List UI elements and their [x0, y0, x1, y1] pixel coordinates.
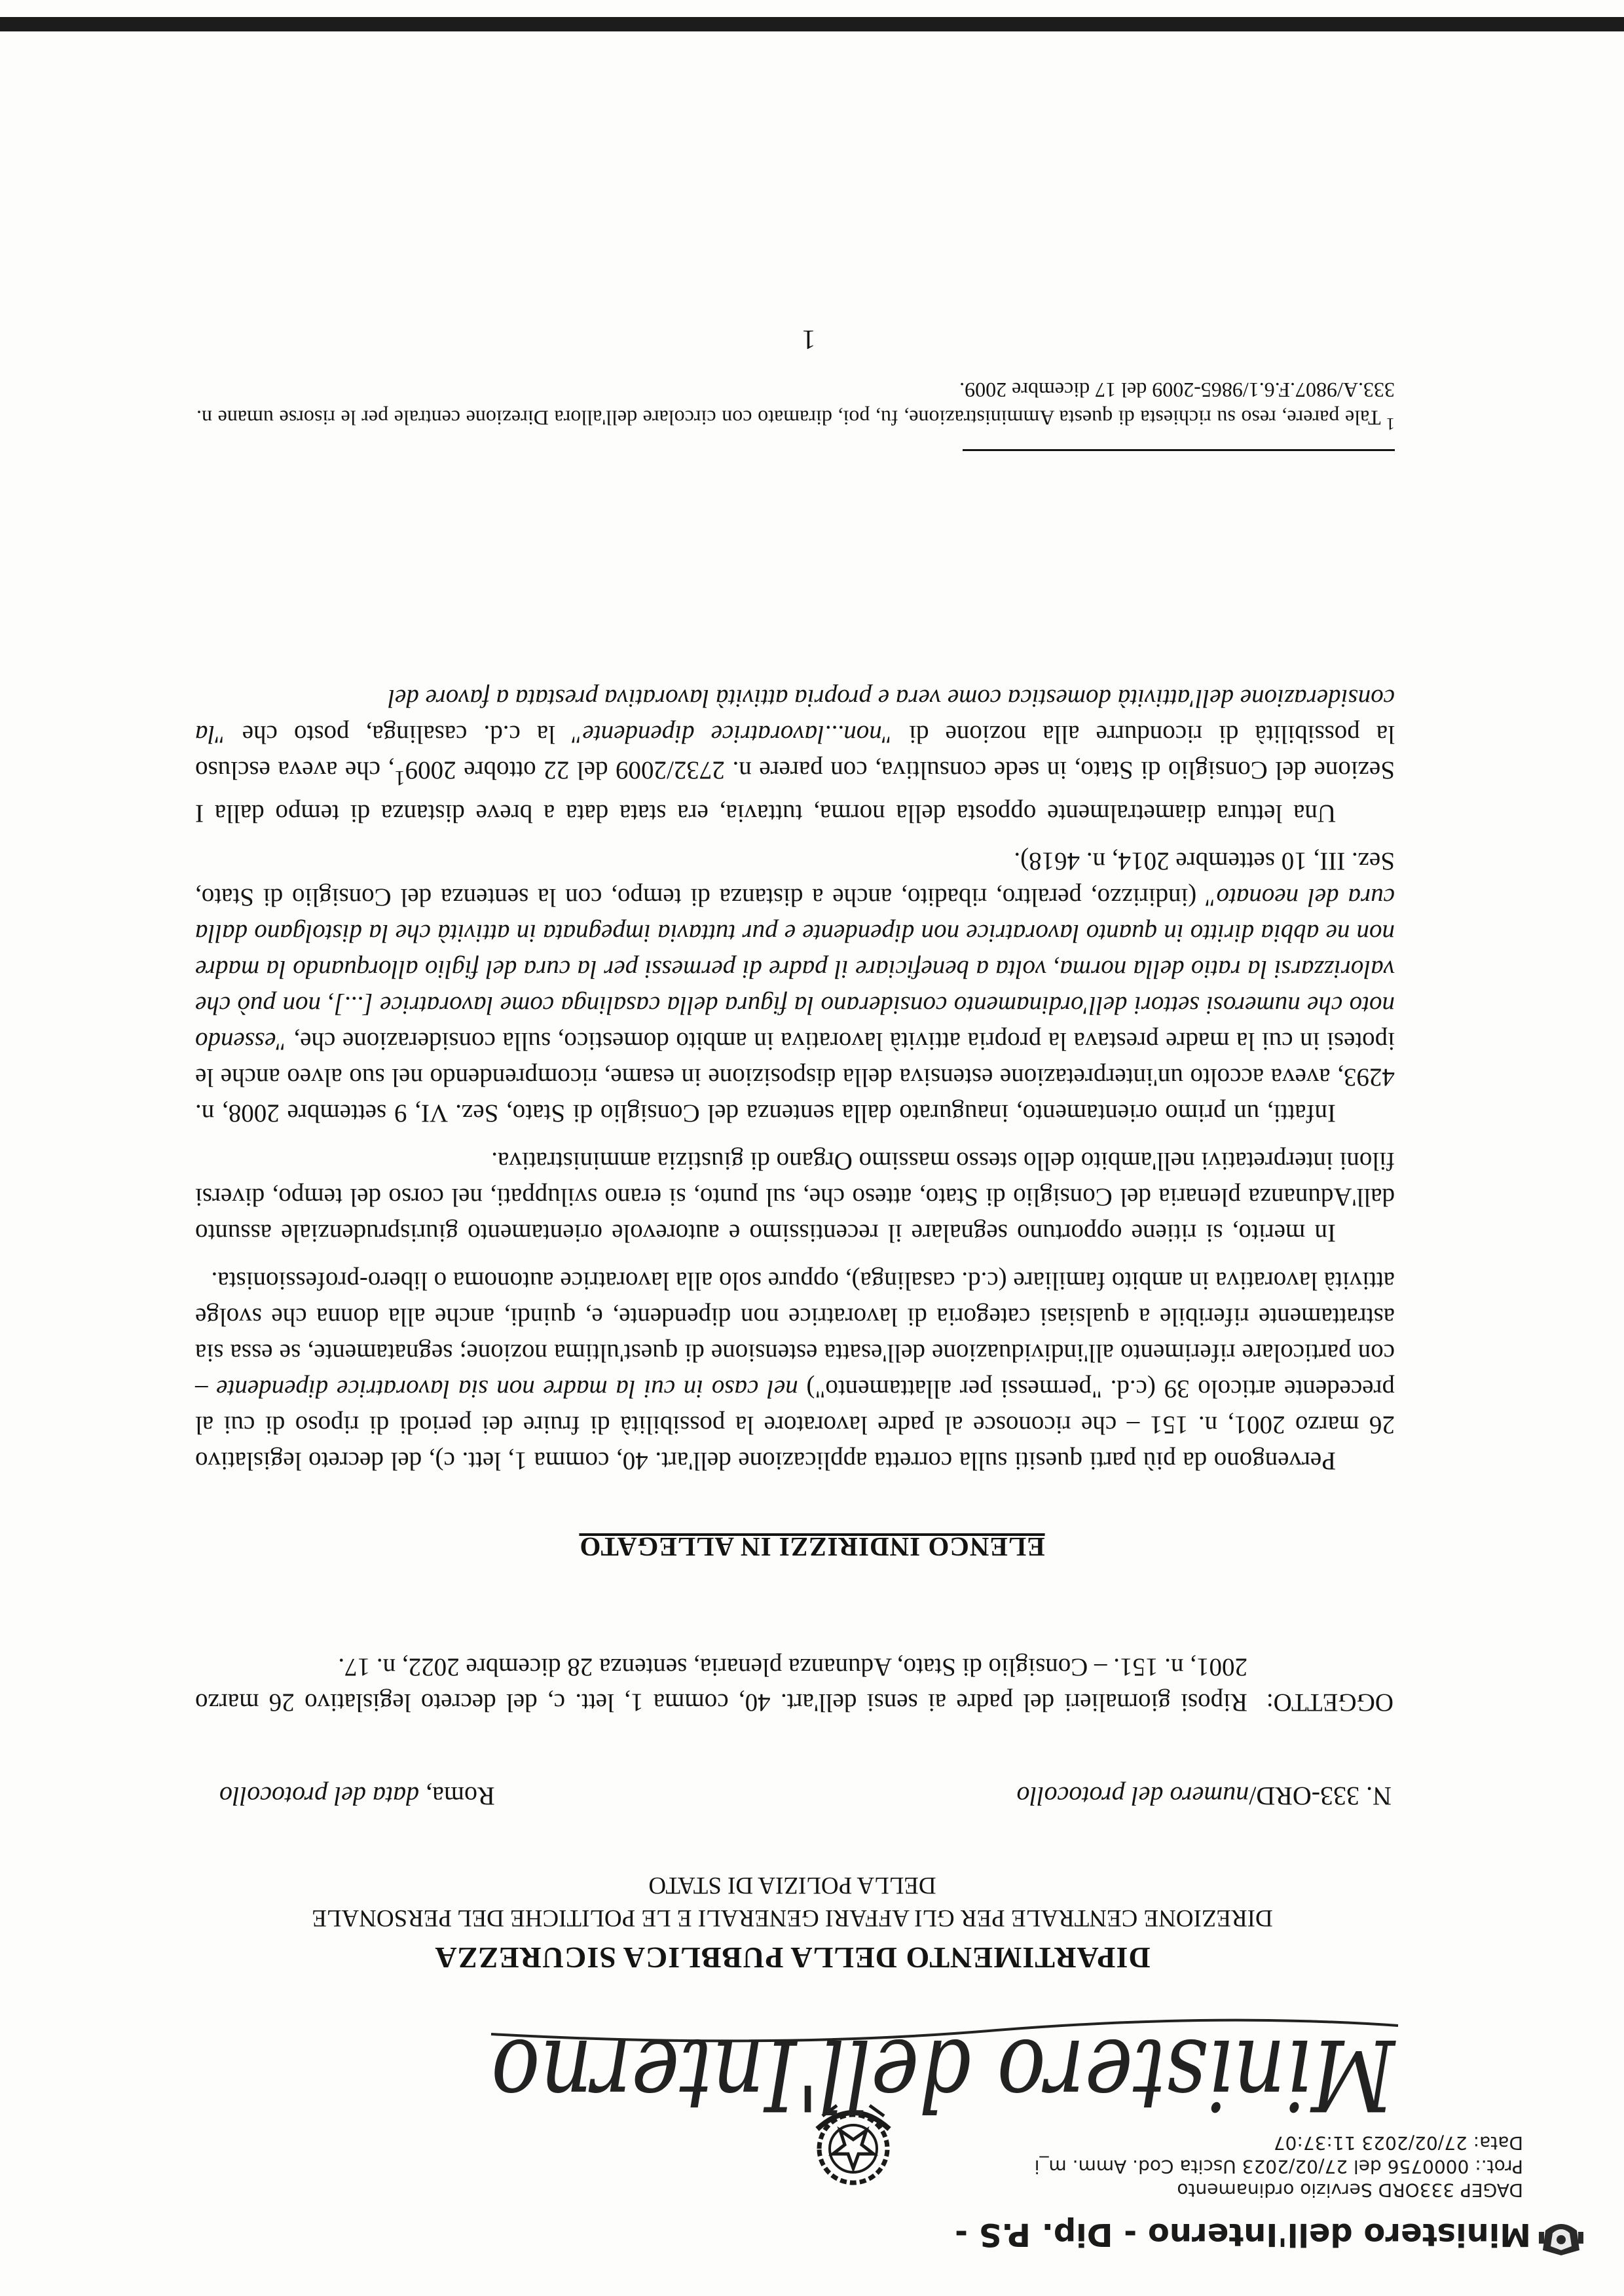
- handwritten-signature: [478, 2001, 1408, 2129]
- letter-body: [195, 668, 1395, 1479]
- body-text-run: Pervengono da più parti quesiti sulla corretta applicazione dell'art. 40, comma 1, lett. c), del decreto legislativo 26 marzo 2001, n. 151 – che riconosce al padre lavoratore la possibilità di fruire dei periodi di riposo di cui al precedente articolo 39 (c.d. "permessi per allattamento"): [195, 1375, 1395, 1475]
- body-paragraph: In merito, si ritiene opportuno segnalare il recentissimo e autorevole orientamento giurisprudenziale assunto dall'Adunanza plenaria del Consiglio di Stato, atteso che, sul punto, si erano sviluppati, nel corso del tempo, diversi filoni interpretativi nell'ambito dello stesso massimo Organo di giustizia amministrativa.: [195, 1147, 1395, 1247]
- department-name: DIPARTIMENTO DELLA PUBBLICA SICUREZZA: [434, 1941, 1151, 1975]
- body-italic-run: "non...lavoratrice dipendente": [572, 720, 893, 748]
- body-italic-run: "la considerazione dell'attività domestica come vera e propria attività lavorativa prestata a favore del: [194, 684, 1395, 748]
- addressees-heading: ELENCO INDIRIZZI IN ALLEGATO: [579, 1532, 1045, 1562]
- svg-text:Ministero dell'Interno: Ministero dell'Interno: [491, 2017, 1397, 2131]
- body-text-run: Una lettura diametralmente opposta della norma, tuttavia, era stata data a breve distanza di tempo dalla I Sezione del Consiglio di Stato, in sede consultiva, con parere n. 2732/2009 del 22 ottobre 2009: [195, 756, 1395, 828]
- body-text-run: la c.d. casalinga, posto che: [242, 720, 556, 748]
- stamp-line: Prot.: 0000756 del 27/02/2023 Uscita Cod. Amm. m_i: [1034, 2156, 1523, 2178]
- protocol-number: [1016, 1781, 1392, 1812]
- protocol-date: [219, 1781, 495, 1812]
- subject-label: OGGETTO:: [1266, 1688, 1393, 1717]
- body-italic-run: nel caso in cui la madre non sia lavoratrice dipendente: [216, 1375, 798, 1403]
- stamp-details: [1035, 2131, 1523, 2202]
- letterhead: [177, 1868, 1408, 1975]
- footnote-reference: 1: [394, 766, 405, 790]
- body-paragraph: [195, 1263, 1395, 1479]
- stamp-line: Data: 27/02/2023 11:37:07: [1273, 2132, 1523, 2154]
- body-text-run: – con particolare riferimento all'individuazione dell'esatta estensione di quest'ultima nozione; segnatamente, se essa sia astrattamente riferibile a qualsiasi categoria di lavoratrice non dipendente, e, quindi, anche alla donna che svolge attività lavorativa in ambito familiare (c.d. casalinga), oppure solo alla lavoratrice autonoma o libero-professionista.: [194, 1267, 1395, 1403]
- protocol-place: Roma,: [426, 1781, 495, 1811]
- footnote-marker: 1: [1386, 414, 1395, 434]
- protocol-number-placeholder: numero del protocollo: [1016, 1781, 1249, 1811]
- body-text-run: , che aveva escluso la possibilità di ricondurre alla nozione di: [195, 720, 1395, 784]
- stamp-line: DAGEP 333ORD Servizio ordinamento: [1177, 2179, 1523, 2201]
- body-italic-run: "essendo noto che numerosi settori dell'ordinamento considerano la figura della casalinga come lavoratrice [...], non può che valorizzarsi la ratio della norma, volta a beneficiare il padre di permessi per la cura del figlio allorquando la madre non ne abbia diritto in quanto lavoratrice non dipendente e pur tuttavia impegnata in attività che la distolgano dalla cura del neonato": [194, 883, 1395, 1055]
- footnote-text: Tale parere, reso su richiesta di questa Amministrazione, fu, poi, diramato con circolare dell'allora Direzione centrale per le risorse umane n. 333.A/9807.F.6.1/9865-2009 del 17 dicembre 2009.: [196, 378, 1395, 430]
- body-paragraph: [195, 680, 1395, 831]
- directorate-line: DIREZIONE CENTRALE PER GLI AFFARI GENERALI E LE POLITICHE DEL PERSONALE: [312, 1904, 1273, 1931]
- police-crest-icon: [1539, 2216, 1583, 2257]
- body-paragraph: [195, 843, 1395, 1131]
- protocol-date-placeholder: data del protocollo: [219, 1781, 420, 1811]
- subject-block: [195, 1649, 1393, 1720]
- stamp-issuer: Ministero dell'Interno - Dip. P.S -: [955, 2216, 1531, 2253]
- footnote: [196, 376, 1395, 438]
- footnote-divider: [963, 449, 1395, 451]
- protocol-line: [219, 1772, 1392, 1812]
- subject-text: Riposi giornalieri del padre ai sensi dell'art. 40, comma 1, lett. c, del decreto legislativo 26 marzo 2001, n. 151. – Consiglio di Stato, Adunanza plenaria, sentenza 28 dicembre 2022, n. 17.: [195, 1653, 1247, 1717]
- directorate-name: [177, 1868, 1408, 1934]
- body-text-run: Infatti, un primo orientamento, inaugurato dalla sentenza del Consiglio di Stato, Sez. VI, 9 settembre 2008, n. 4293, aveva accolto un'interpretazione estensiva della disposizione in esame, ricomprendendo nel suo alveo anche le ipotesi in cui la madre prestava la propria attività lavorativa in ambito domestico, sulla considerazione che,: [195, 1027, 1395, 1127]
- scan-border-bar: [0, 17, 1624, 31]
- body-text-run: (indirizzo, peraltro, ribadito, anche a distanza di tempo, con la sentenza del Consiglio di Stato, Sez. III, 10 settembre 2014, n. 4618).: [194, 847, 1395, 911]
- protocol-prefix: N. 333-ORD/: [1249, 1781, 1392, 1811]
- page-number: 1: [802, 324, 816, 354]
- directorate-line: DELLA POLIZIA DI STATO: [648, 1872, 936, 1899]
- stamp-header: [955, 2211, 1583, 2257]
